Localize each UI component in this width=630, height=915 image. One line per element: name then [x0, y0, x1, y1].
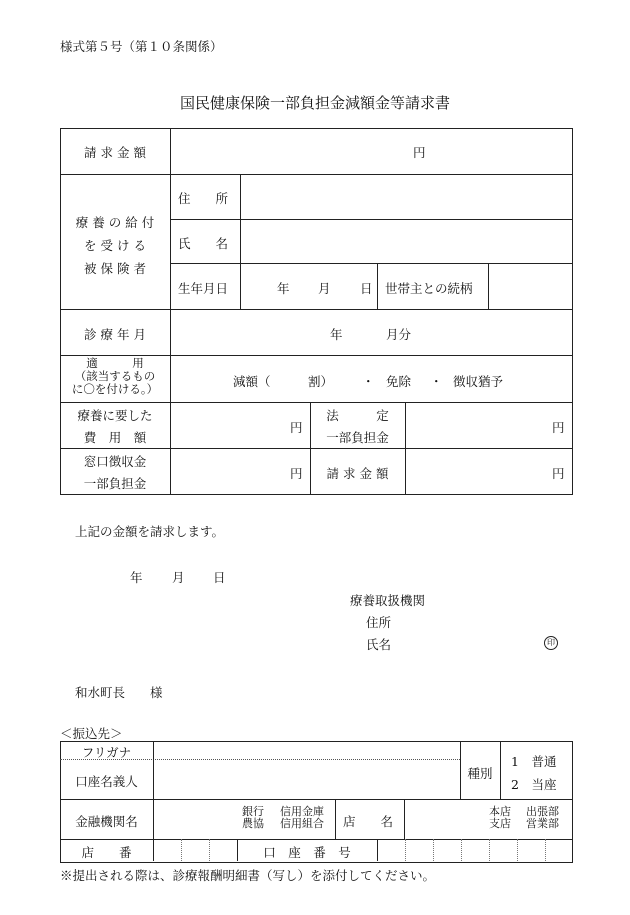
claim-amount-label: 請 求 金 額	[84, 145, 146, 160]
column-divider	[377, 839, 378, 861]
institution-name-label: 金融機関名	[75, 814, 138, 829]
bank-kind-credit-union[interactable]: 信用組合	[280, 817, 324, 830]
option-separator: ・	[430, 374, 443, 389]
column-divider	[500, 741, 501, 799]
branch-kind-sales[interactable]: 営業部	[526, 817, 559, 830]
statutory-label	[310, 405, 405, 449]
claim-amount-yen: 円	[413, 145, 426, 160]
statutory-label-line: 法 定	[326, 408, 389, 423]
row-divider	[60, 799, 572, 800]
recipient-label-line: を 受 け る	[84, 238, 146, 253]
column-divider	[335, 799, 336, 839]
seal-icon: 印	[544, 636, 558, 650]
digit-divider	[517, 839, 518, 861]
bank-kind-bank[interactable]: 銀行	[242, 805, 264, 818]
name-field[interactable]	[241, 220, 571, 263]
transfer-header: ＜振込先＞	[60, 726, 123, 741]
recipient-label	[60, 211, 170, 280]
form-number: 様式第５号（第１０条関係）	[60, 39, 223, 54]
window-yen: 円	[290, 466, 303, 481]
option-reduction[interactable]: 減額（ 割）	[233, 374, 334, 389]
digit-divider	[181, 839, 182, 861]
account-type-label: 種別	[467, 766, 493, 781]
column-divider	[170, 128, 171, 494]
recipient-label-line: 療 養 の 給 付	[75, 215, 155, 230]
address-label: 住 所	[178, 191, 229, 206]
account-holder-label: 口座名義人	[75, 774, 138, 789]
recipient-label-line: 被 保 険 者	[84, 261, 146, 276]
applicable-label	[60, 357, 170, 396]
furigana-label: フリガナ	[81, 745, 132, 760]
option-exemption[interactable]: 免除	[386, 374, 412, 389]
account-number-label: 口 座 番 号	[263, 845, 351, 860]
branch-kind-branch[interactable]: 支店	[489, 817, 511, 830]
claim-amount-label-2: 請 求 金 額	[326, 466, 389, 481]
cost-yen: 円	[290, 420, 303, 435]
row-divider	[60, 402, 572, 403]
digit-divider	[405, 839, 406, 861]
claim-yen: 円	[552, 466, 565, 481]
furigana-field[interactable]	[154, 742, 459, 758]
birthdate-label: 生年月日	[178, 281, 229, 296]
window-label	[60, 451, 170, 495]
date-year: 年	[130, 570, 143, 585]
account-type-ordinary[interactable]: 1 普通	[511, 754, 557, 769]
date-day: 日	[213, 570, 226, 585]
relation-label: 世帯主との続柄	[385, 281, 473, 296]
name-label: 氏 名	[178, 236, 229, 251]
institution-address-label: 住所	[366, 615, 392, 630]
birth-year-unit: 年	[277, 281, 290, 296]
consult-label: 診 療 年 月	[84, 327, 146, 342]
statutory-label-line: 一部負担金	[326, 430, 389, 445]
address-field[interactable]	[241, 175, 571, 219]
column-divider	[377, 263, 378, 309]
digit-divider	[461, 839, 462, 861]
column-divider	[405, 402, 406, 494]
document-title: 国民健康保険一部負担金減額金等請求書	[179, 94, 450, 112]
cost-label-line: 療養に要した	[77, 408, 153, 423]
consult-month-unit: 月分	[386, 327, 412, 342]
birth-month-unit: 月	[318, 281, 331, 296]
cost-label-line: 費 用 額	[83, 430, 147, 445]
digit-divider	[209, 839, 210, 861]
window-label-line: 窓口徴収金	[83, 454, 147, 469]
date-month: 月	[172, 570, 185, 585]
account-type-checking[interactable]: 2 当座	[511, 777, 557, 792]
branch-number-label: 店 番	[81, 845, 132, 860]
window-label-line: 一部負担金	[83, 476, 147, 491]
row-divider	[60, 839, 572, 840]
institution-name-label: 氏名	[366, 637, 392, 652]
relation-field[interactable]	[489, 264, 571, 309]
birth-day-unit: 日	[360, 281, 373, 296]
digit-divider	[433, 839, 434, 861]
option-postpone[interactable]: 徴収猶予	[453, 374, 504, 389]
option-separator: ・	[362, 374, 375, 389]
column-divider	[404, 799, 405, 839]
branch-kind-main[interactable]: 本店	[489, 805, 511, 818]
column-divider	[153, 741, 154, 861]
consult-year-unit: 年	[330, 327, 343, 342]
footnote: ※提出される際は、診療報酬明細書（写し）を添付してください。	[60, 868, 436, 883]
applicable-label-line: 適 用	[86, 356, 144, 370]
addressee: 和水町長 様	[75, 685, 163, 700]
institution-label: 療養取扱機関	[350, 593, 426, 608]
digit-divider	[545, 839, 546, 861]
statutory-yen: 円	[552, 420, 565, 435]
request-sentence: 上記の金額を請求します。	[75, 524, 225, 539]
row-divider	[60, 309, 572, 310]
applicable-label-line: に〇を付ける。）	[71, 382, 159, 396]
bank-kind-ja[interactable]: 農協	[242, 817, 264, 830]
branch-kind-office[interactable]: 出張部	[526, 805, 559, 818]
bank-kind-shinkin[interactable]: 信用金庫	[280, 805, 324, 818]
account-holder-field[interactable]	[154, 760, 459, 798]
branch-name-label: 店 名	[343, 814, 394, 829]
applicable-label-line: （該当するもの	[74, 369, 156, 383]
digit-divider	[489, 839, 490, 861]
cost-label	[60, 405, 170, 449]
